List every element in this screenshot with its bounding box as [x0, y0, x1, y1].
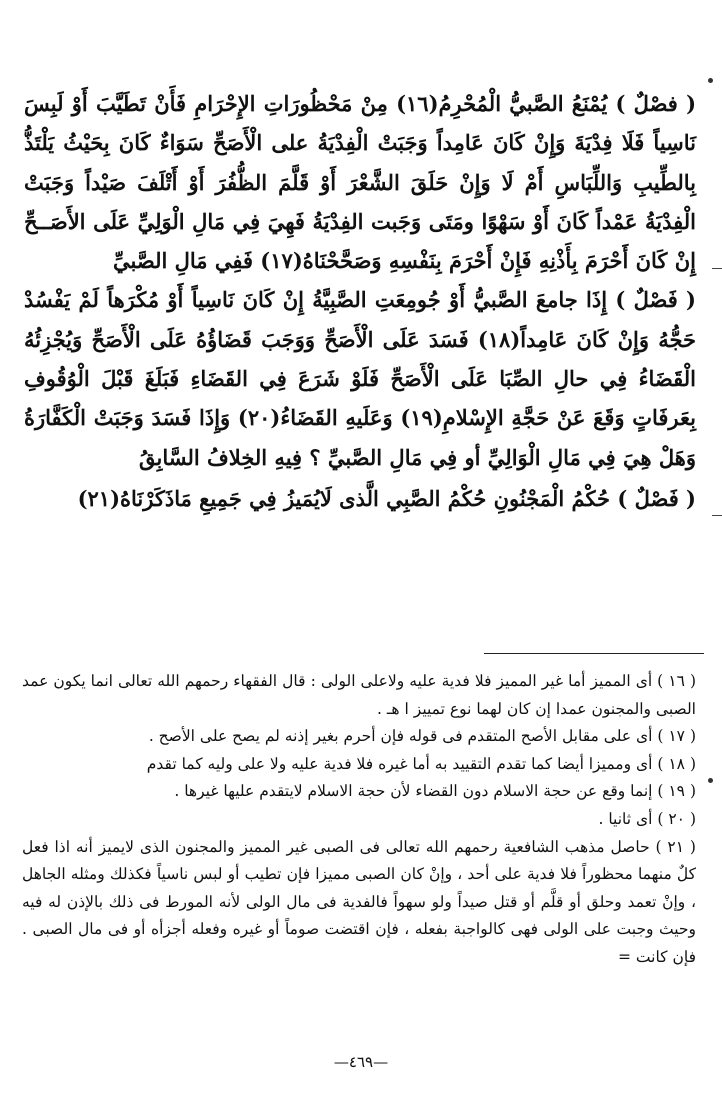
paragraph-insane-ruling: ( فَصْلٌ ) حُكْمُ الْمَجْنُونِ حُكْمُ الصَّبِي الَّذى لَايُمَيزُ فِي جَمِيعِ مَاذَكَرْنَاهُ(٢١): [77, 485, 696, 511]
footnote-20: ( ٢٠ ) أى ثانيا .: [598, 809, 696, 828]
footnote-19: ( ١٩ ) إنما وقع عن حجة الاسلام دون القضاء لأن حجة الاسلام لايتقدم عليها غيرها .: [174, 782, 696, 801]
footnote-divider: [484, 653, 704, 654]
margin-dash: [712, 515, 722, 516]
margin-dot: [708, 778, 713, 783]
margin-dash: [712, 268, 722, 269]
main-text: [24, 84, 696, 518]
footnotes: [22, 668, 696, 972]
footnote-16: ( ١٦ ) أى المميز أما غير المميز فلا فدية عليه ولاعلى الولى : قال الفقهاء رحمهم الله تعالى انما يكون عمد الصبى والمجنون عمدا إن كان لهما نوع تمييز ا هـ .: [22, 672, 696, 718]
footnote-21: ( ٢١ ) حاصل مذهب الشافعية رحمهم الله تعالى فى الصبى غير المميز والمجنون الذى لايميز أنه اذا فعل كلٌ منهما محظوراً فلا فدية على أحد ، وإنْ كان الصبى مميزا فإن تطيب أو لبس ناسياً فكذلك ومثله الجاهل ، وإنْ تعمد وحلق أو قلَّم أو قتل صيداً ولو سهواً فالفدية فى مال الولى لأنه المورط فى ذلك بالإذن له فيه وحيث وجبت على الولى فهى كالواجبة بفعله ، فإن اقتضت صوماً أو غيره وفعله أجزأه أو فى مال الصبى . فإن كانت =: [22, 837, 696, 966]
page-number: —٤٦٩—: [333, 1053, 389, 1071]
footnote-17: ( ١٧ ) أى على مقابل الأصح المتقدم فى قوله فإن أحرم بغير إذنه لم يصح على الأصح .: [148, 727, 696, 746]
paragraph-intercourse: ( فَصْلٌ ) إِذَا جامعَ الصَّبيُّ أَوْ جُومِعَتِ الصَّبِيَّةُ إِنْ كَانَ نَاسِياً أَوْ مُكْرَهاً لَمْ يَفْسُدْ حَجُّهُ وَإِنْ كَانَ عَامِداً(١٨) فَسَدَ عَلَى الْأَصَحِّ وَوَجَبَ قَضَاؤُهُ عَلَى الْأَصَحِّ وَيُجْزِئُهُ الْقَضَاءُ فِي حالِ الصِّبَا عَلَى الْأَصَحِّ فَلَوْ شَرَعَ فِي القَضَاءِ فَبَلَغَ قَبْلَ الْوُقُوفِ بِعَرفَاتٍ وَقَعَ عَنْ حَجَّةِ الإِسْلامِ(١٩) وَعَلَيهِ القَضَاءُ(٢٠) وَإِذَا فَسَدَ وَجَبَتْ الْكَفَّارَةُ وَهَلْ هِيَ فِي مَالِ الْوَالِيِّ أو فِي مَالِ الصَّبيِّ ؟ فِيهِ الخِلافُ السَّابِقُ: [24, 287, 696, 470]
footnote-18: ( ١٨ ) أى ومميزا أيضا كما تقدم التقييد به أما غيره فلا فدية عليه ولا على وليه كما تقدم: [146, 754, 696, 773]
margin-dot: [708, 78, 713, 83]
paragraph-forbidden-acts: ( فصْلٌ ) يُمْنَعُ الصَّبيُّ الْمُحْرِمُ(١٦) مِنْ مَحْظُورَاتِ الإِحْرَامِ فَأَنْ تَطَيَّبَ أَوْ لَبِسَ نَاسِياً فَلَا فِدْيَةَ وَإِنْ كَانَ عَامِداً وَجَبَتْ الْفِدْيَةُ على الْأَصَحِّ سَوَاءٌ كَانَ بِحَيْثُ يَلْتَذُّ بِالطِّيبِ وَاللِّبَاسِ أَمْ لَا وَإِنْ حَلَقَ الشَّعْرَ أَوْ قَلَّمَ الظُّفُرَ أَوْ أَتْلَفَ صَيْداً وَجَبَتْ الْفِدْيَةُ عَمْداً كَانَ أَوْ سَهْوًا ومَتَى وَجَبت الفِدْيَةُ فَهِيَ فِي مَالِ الْوَلِيِّ عَلَى الأَصَــحِّ إِنْ كَانَ أَحْرَمَ بِأَذْنِهِ فَإِنْ أَحْرَمَ بِنَفْسِهِ وَصَحَّحْنَاهُ(١٧) فَفِي مَالِ الصَّبيِّ: [24, 91, 696, 274]
